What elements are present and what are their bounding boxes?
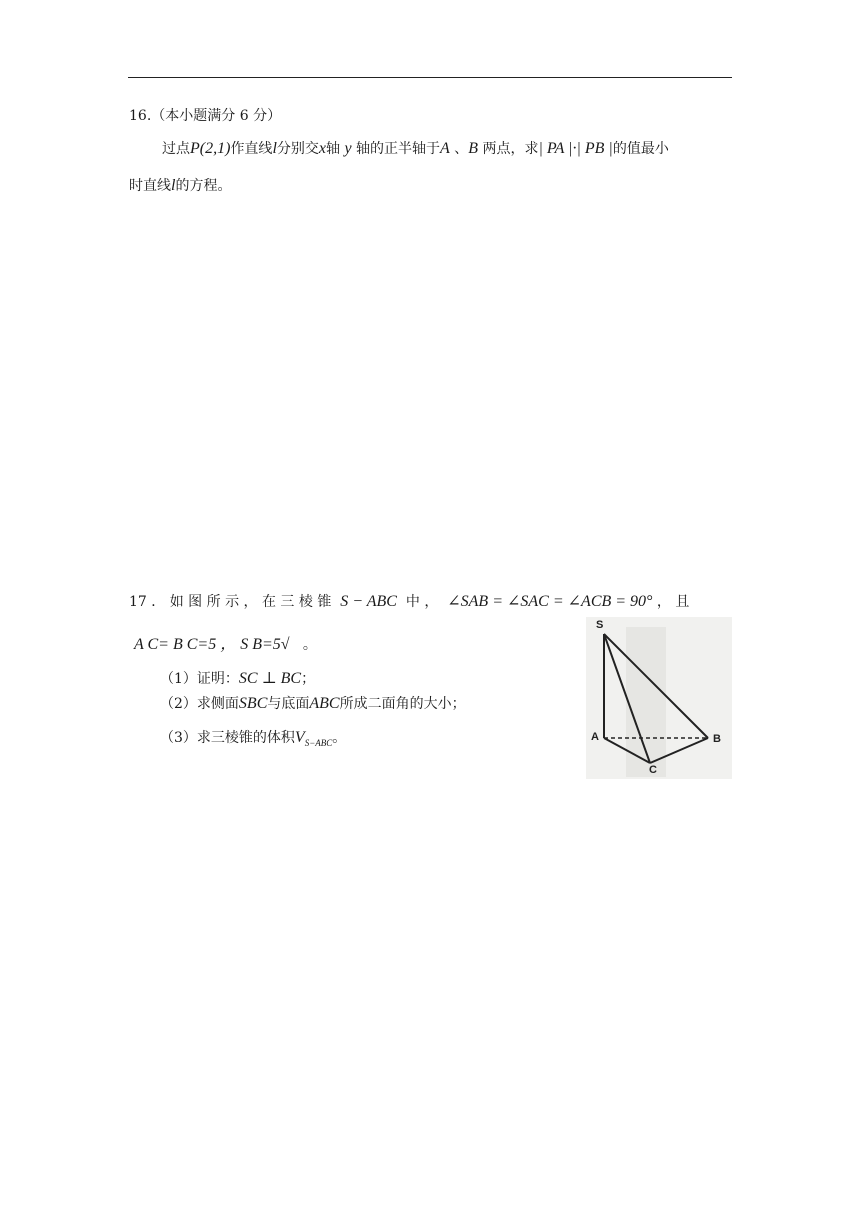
q16-text: 两点，求 [482,141,539,157]
vertex-label-c: C [649,764,657,776]
q16-text: 轴 [326,141,340,157]
var-x: x [318,140,326,157]
var-y: y [344,140,352,157]
q16-text: 分别交 [276,141,319,157]
vertex-label-s: S [596,619,604,631]
perpendicular-statement: SC ⊥ BC [238,670,302,687]
q16-text: 轴的正半轴于 [356,141,441,157]
point-b: B [468,140,479,157]
pyramid-figure [586,617,732,779]
q17-line1 [129,594,689,610]
q16-line1 [162,141,669,157]
point-a: A [440,140,450,157]
q16-text: 、 [454,141,469,157]
pyramid-diagram [586,617,732,779]
q17-item-3 [160,730,346,748]
line-l: l [171,177,176,194]
item-text: 。 [332,730,347,746]
product-expression: | PA |·| PB | [538,140,613,157]
angle-conditions: ∠SAB = ∠SAC = ∠ACB = 90° [447,593,653,610]
item-text: （2）求侧面 [160,696,239,712]
q16-header: 16.（本小题满分 6 分） [129,108,282,124]
vertex-label-b: B [713,733,721,745]
q17-text: 17 ． 如 图 所 示 ， 在 三 棱 锥 [129,594,332,610]
length-conditions: A C= B C=5 ， S B=5√ [134,636,290,653]
vertex-label-a: A [591,731,599,743]
line-l: l [272,140,277,157]
q17-text: 。 [302,637,317,653]
q16-text: 的值最小 [612,141,669,157]
q17-item-1 [160,671,315,687]
item-text: ； [301,671,316,687]
volume-subscript: S−ABC [304,737,333,748]
pyramid-name: S − ABC [340,593,397,610]
q16-text: 作直线 [230,141,273,157]
q17-text: ， 且 [656,594,690,610]
q17-text: 中 ， [405,594,439,610]
item-text: 所成二面角的大小； [339,696,466,712]
q17-item-2 [160,696,466,712]
q17-line2 [134,637,317,653]
item-text: （3）求三棱锥的体积 [160,730,295,746]
q16-text: 时直线 [129,178,171,194]
q16-line2 [129,178,231,194]
point-p: P(2,1) [190,140,231,157]
q16-text: 过点 [162,141,190,157]
item-text: （1）证明： [160,671,239,687]
face-abc: ABC [309,695,340,712]
item-text: 与底面 [267,696,310,712]
header-rule [128,77,732,78]
face-sbc: SBC [238,695,268,712]
q16-text: 的方程。 [175,178,232,194]
volume-symbol: V [294,729,305,746]
